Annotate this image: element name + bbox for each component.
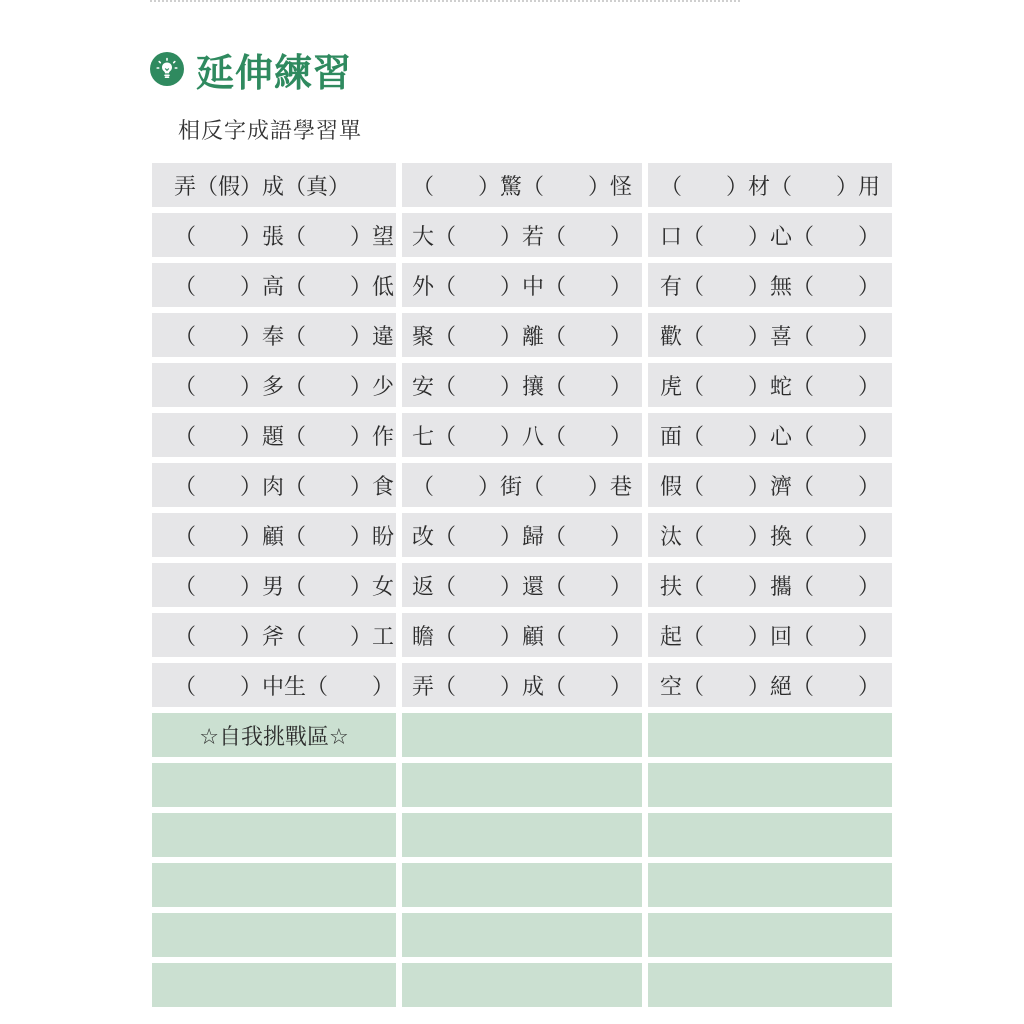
- challenge-blank-cell[interactable]: [402, 863, 642, 907]
- idiom-cell[interactable]: 七（ ）八（ ）: [402, 413, 642, 457]
- idiom-cell[interactable]: （ ）題（ ）作: [152, 413, 396, 457]
- idiom-cell[interactable]: （ ）男（ ）女: [152, 563, 396, 607]
- idiom-cell[interactable]: 虎（ ）蛇（ ）: [648, 363, 892, 407]
- idiom-cell[interactable]: （ ）中生（ ）: [152, 663, 396, 707]
- idiom-cell[interactable]: 瞻（ ）顧（ ）: [402, 613, 642, 657]
- section-title: 延伸練習: [196, 49, 353, 95]
- lightbulb-icon: [150, 52, 184, 86]
- section-heading: [150, 44, 352, 94]
- challenge-blank-cell[interactable]: [152, 813, 396, 857]
- idiom-cell[interactable]: 外（ ）中（ ）: [402, 263, 642, 307]
- idiom-cell[interactable]: 口（ ）心（ ）: [648, 213, 892, 257]
- challenge-blank-cell[interactable]: [648, 913, 892, 957]
- challenge-blank-cell[interactable]: [648, 763, 892, 807]
- idiom-cell[interactable]: 安（ ）攘（ ）: [402, 363, 642, 407]
- idiom-cell[interactable]: （ ）高（ ）低: [152, 263, 396, 307]
- challenge-blank-cell[interactable]: [648, 863, 892, 907]
- challenge-blank-cell[interactable]: [402, 763, 642, 807]
- challenge-blank-cell[interactable]: [402, 963, 642, 1007]
- idiom-cell[interactable]: （ ）斧（ ）工: [152, 613, 396, 657]
- challenge-blank-cell[interactable]: [152, 863, 396, 907]
- idiom-cell[interactable]: （ ）街（ ）巷: [402, 463, 642, 507]
- idiom-cell[interactable]: （ ）張（ ）望: [152, 213, 396, 257]
- idiom-cell[interactable]: 歡（ ）喜（ ）: [648, 313, 892, 357]
- idiom-table: [152, 163, 892, 1007]
- challenge-blank-cell[interactable]: [648, 813, 892, 857]
- idiom-cell[interactable]: （ ）肉（ ）食: [152, 463, 396, 507]
- challenge-blank-cell[interactable]: [648, 963, 892, 1007]
- idiom-cell[interactable]: 有（ ）無（ ）: [648, 263, 892, 307]
- idiom-cell[interactable]: 改（ ）歸（ ）: [402, 513, 642, 557]
- challenge-blank-cell[interactable]: [402, 713, 642, 757]
- challenge-blank-cell[interactable]: [402, 813, 642, 857]
- challenge-blank-cell[interactable]: [402, 913, 642, 957]
- idiom-cell[interactable]: 起（ ）回（ ）: [648, 613, 892, 657]
- idiom-cell[interactable]: 大（ ）若（ ）: [402, 213, 642, 257]
- idiom-cell[interactable]: 面（ ）心（ ）: [648, 413, 892, 457]
- challenge-blank-cell[interactable]: [152, 963, 396, 1007]
- idiom-cell[interactable]: 聚（ ）離（ ）: [402, 313, 642, 357]
- idiom-cell[interactable]: 弄（ ）成（ ）: [402, 663, 642, 707]
- challenge-blank-cell[interactable]: [152, 913, 396, 957]
- idiom-cell[interactable]: （ ）驚（ ）怪: [402, 163, 642, 207]
- challenge-blank-cell[interactable]: [152, 763, 396, 807]
- idiom-cell[interactable]: 假（ ）濟（ ）: [648, 463, 892, 507]
- challenge-blank-cell[interactable]: [648, 713, 892, 757]
- idiom-cell[interactable]: （ ）顧（ ）盼: [152, 513, 396, 557]
- idiom-cell[interactable]: 弄（假）成（真）: [152, 163, 396, 207]
- idiom-cell[interactable]: （ ）奉（ ）違: [152, 313, 396, 357]
- idiom-cell[interactable]: 扶（ ）攜（ ）: [648, 563, 892, 607]
- worksheet-subtitle: 相反字成語學習單: [178, 119, 363, 144]
- idiom-cell[interactable]: 空（ ）絕（ ）: [648, 663, 892, 707]
- idiom-cell[interactable]: （ ）多（ ）少: [152, 363, 396, 407]
- idiom-cell[interactable]: 汰（ ）換（ ）: [648, 513, 892, 557]
- idiom-cell[interactable]: 返（ ）還（ ）: [402, 563, 642, 607]
- top-divider: [150, 0, 740, 5]
- challenge-zone-label: ☆自我挑戰區☆: [152, 713, 396, 757]
- idiom-cell[interactable]: （ ）材（ ）用: [648, 163, 892, 207]
